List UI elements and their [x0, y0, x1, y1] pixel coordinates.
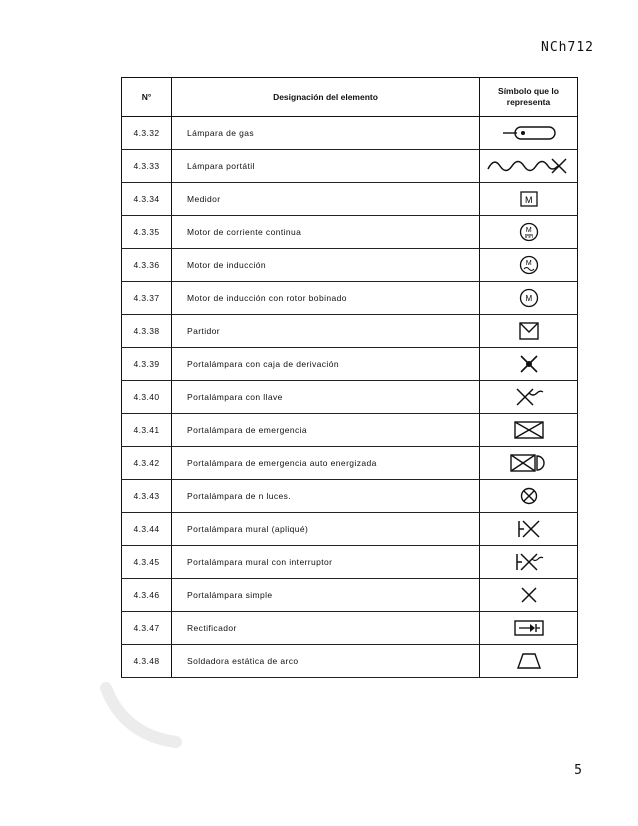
row-number: 4.3.39: [122, 348, 172, 381]
motor-letter: M: [525, 260, 532, 267]
table-header-row: [122, 78, 578, 117]
induction-motor-icon: [518, 254, 540, 276]
row-designation: Portalámpara de emergencia: [172, 414, 480, 447]
row-designation: Portalámpara con llave: [172, 381, 480, 414]
multi-light-lampholder-icon: [519, 486, 539, 506]
arc-welder-icon: [515, 651, 543, 671]
table-row: [122, 546, 578, 579]
gas-lamp-icon: [499, 123, 559, 143]
table-row: [122, 150, 578, 183]
table-row: [122, 315, 578, 348]
lampholder-junction-box-icon: [518, 353, 540, 375]
row-number: 4.3.37: [122, 282, 172, 315]
emergency-lampholder-icon: [513, 420, 545, 440]
column-header-symbol: Símbolo que lo representa: [480, 78, 578, 117]
motor-letter: M: [524, 294, 533, 303]
portable-lamp-icon: [486, 155, 572, 177]
starter-icon: [518, 321, 540, 341]
row-designation: Portalámpara mural (apliqué): [172, 513, 480, 546]
table-row: [122, 183, 578, 216]
row-number: 4.3.43: [122, 480, 172, 513]
row-designation: Lámpara de gas: [172, 117, 480, 150]
table-row: [122, 348, 578, 381]
simple-lampholder-icon: [519, 585, 539, 605]
row-designation: Partidor: [172, 315, 480, 348]
row-number: 4.3.42: [122, 447, 172, 480]
self-powered-emergency-lampholder-icon: [509, 453, 549, 473]
row-designation: Portalámpara mural con interruptor: [172, 546, 480, 579]
column-header-designation: Designación del elemento: [172, 78, 480, 117]
dc-motor-icon: [518, 221, 540, 243]
table-row: [122, 645, 578, 678]
column-header-number: N°: [122, 78, 172, 117]
document-code: NCh712: [541, 40, 594, 55]
meter-letter: M: [524, 195, 533, 205]
row-number: 4.3.45: [122, 546, 172, 579]
row-designation: Motor de corriente continua: [172, 216, 480, 249]
table-row: [122, 579, 578, 612]
table-row: [122, 249, 578, 282]
lampholder-switch-icon: [514, 386, 544, 408]
row-number: 4.3.40: [122, 381, 172, 414]
row-designation: Lámpara portátil: [172, 150, 480, 183]
row-designation: Portalámpara de emergencia auto energizada: [172, 447, 480, 480]
row-designation: Portalámpara de n luces.: [172, 480, 480, 513]
row-number: 4.3.47: [122, 612, 172, 645]
table-row: [122, 216, 578, 249]
row-designation: Portalámpara simple: [172, 579, 480, 612]
row-number: 4.3.38: [122, 315, 172, 348]
symbols-table: [121, 77, 578, 678]
row-number: 4.3.48: [122, 645, 172, 678]
wall-lampholder-switch-icon: [514, 551, 544, 573]
table-row: [122, 612, 578, 645]
table-row: [122, 447, 578, 480]
row-number: 4.3.44: [122, 513, 172, 546]
meter-icon: [519, 190, 539, 208]
motor-letter: M: [525, 227, 532, 234]
row-number: 4.3.36: [122, 249, 172, 282]
page-number: 5: [574, 763, 582, 778]
wound-rotor-motor-icon: [518, 287, 540, 309]
row-number: 4.3.33: [122, 150, 172, 183]
row-number: 4.3.32: [122, 117, 172, 150]
watermark-arc: [96, 680, 196, 750]
rectifier-icon: [513, 619, 545, 637]
row-number: 4.3.34: [122, 183, 172, 216]
row-designation: Portalámpara con caja de derivación: [172, 348, 480, 381]
row-designation: Rectificador: [172, 612, 480, 645]
table-row: [122, 513, 578, 546]
row-designation: Motor de inducción con rotor bobinado: [172, 282, 480, 315]
table-row: [122, 414, 578, 447]
table-row: [122, 480, 578, 513]
row-number: 4.3.46: [122, 579, 172, 612]
row-number: 4.3.35: [122, 216, 172, 249]
wall-lampholder-icon: [516, 518, 542, 540]
table-row: [122, 282, 578, 315]
table-row: [122, 117, 578, 150]
table-row: [122, 381, 578, 414]
row-designation: Motor de inducción: [172, 249, 480, 282]
row-designation: Medidor: [172, 183, 480, 216]
row-number: 4.3.41: [122, 414, 172, 447]
row-designation: Soldadora estática de arco: [172, 645, 480, 678]
